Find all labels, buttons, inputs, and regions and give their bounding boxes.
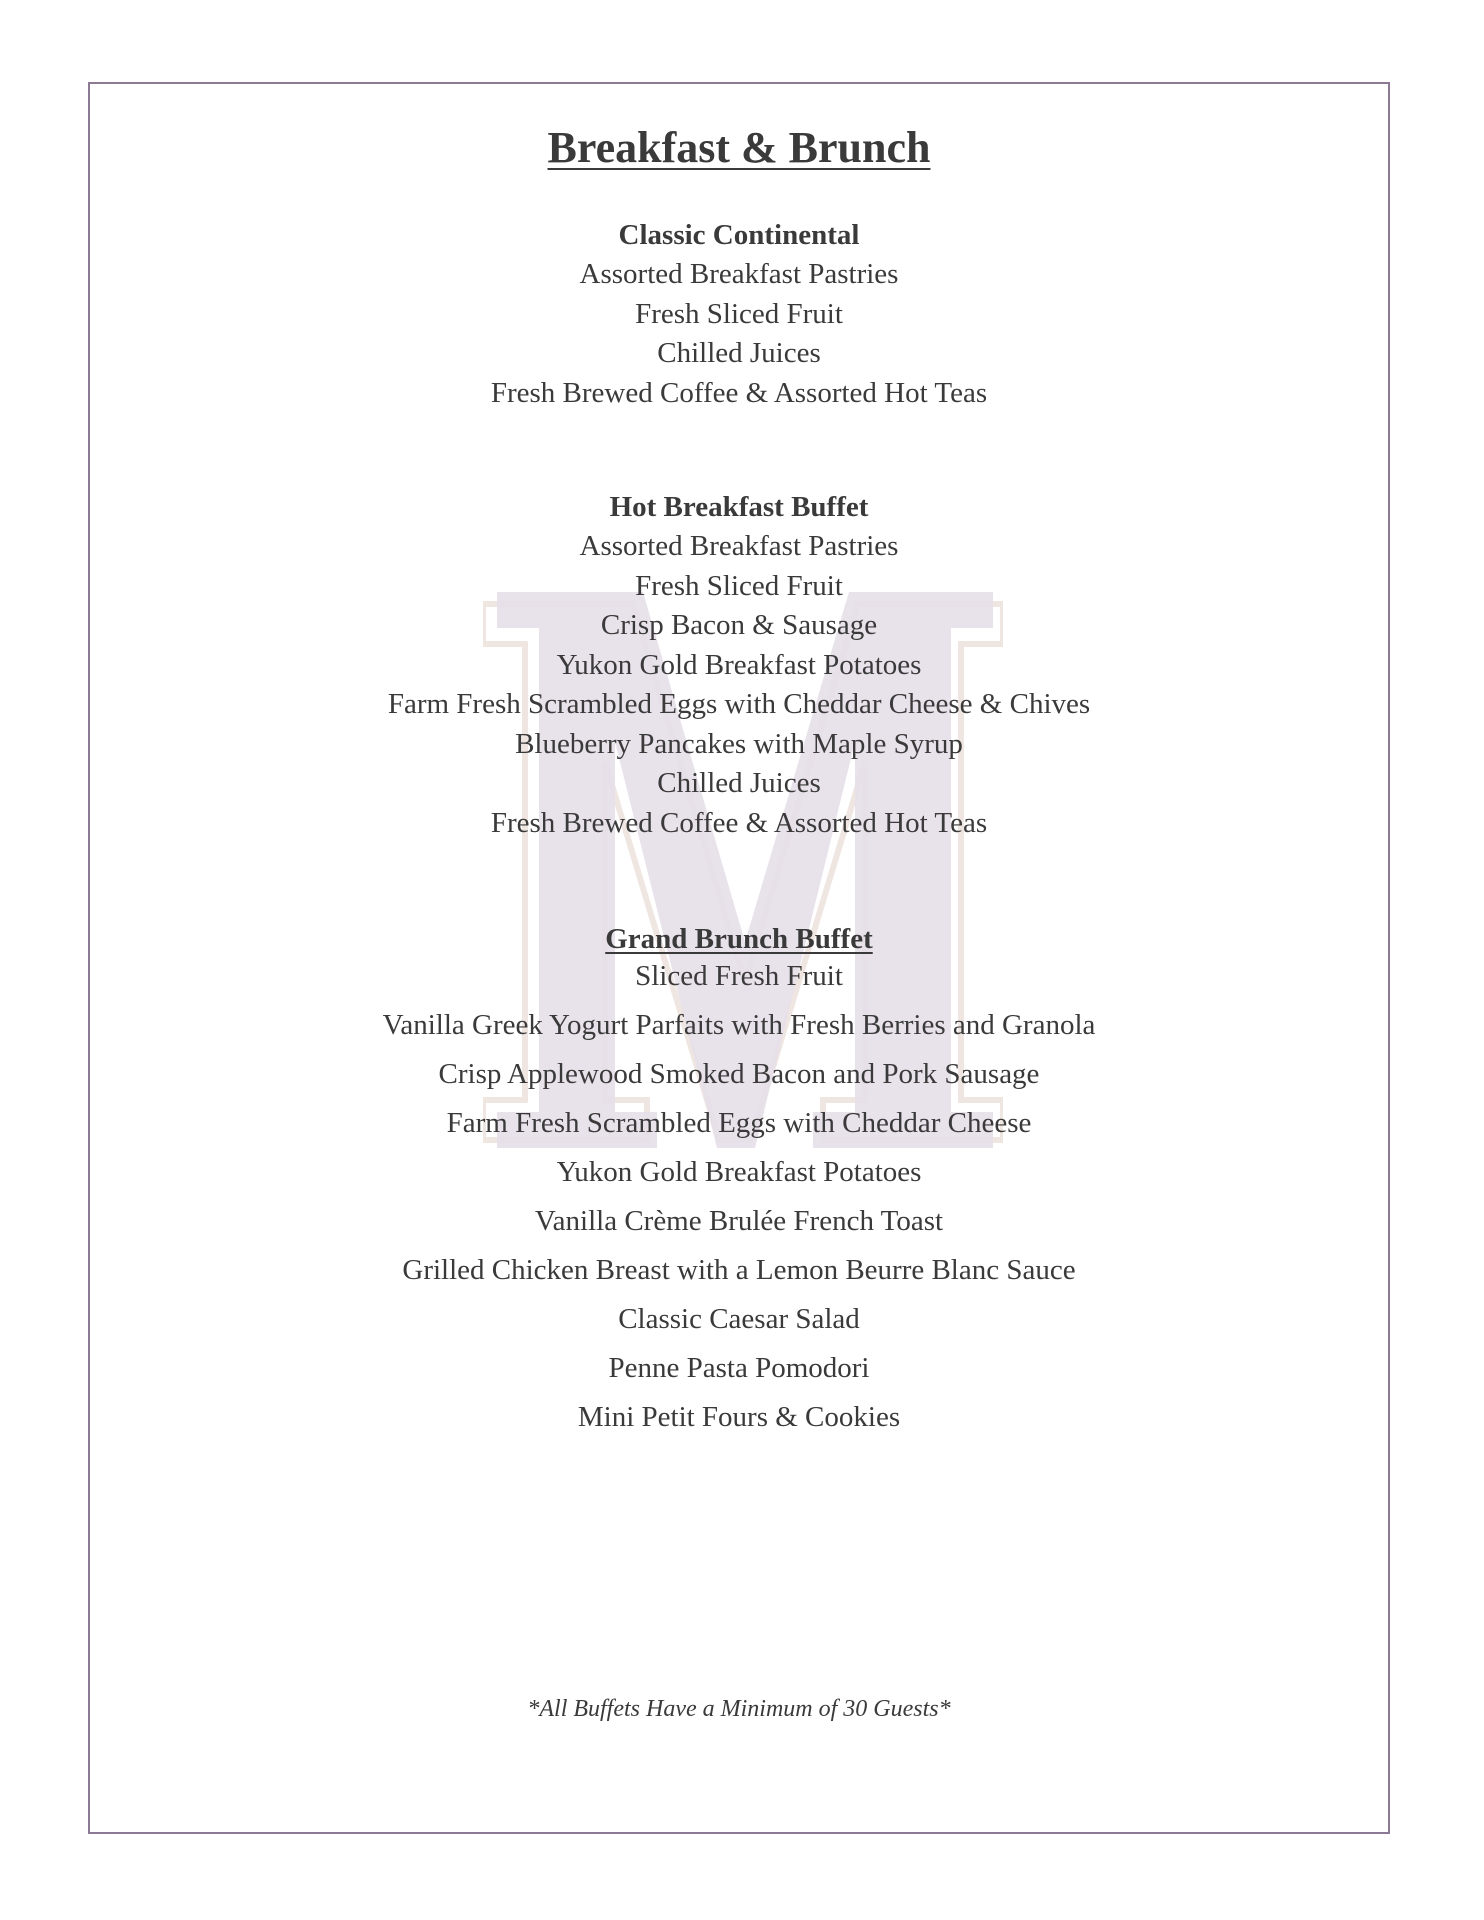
menu-item: Vanilla Crème Brulée French Toast	[534, 1205, 944, 1237]
menu-item: Farm Fresh Scrambled Eggs with Cheddar Cheese & Chives	[387, 688, 1091, 720]
menu-item: Fresh Sliced Fruit	[635, 569, 843, 602]
menu-item: Fresh Sliced Fruit	[635, 297, 843, 330]
menu-item: Chilled Juices	[657, 767, 821, 799]
menu-item: Grilled Chicken Breast with a Lemon Beurre Blanc Sauce	[402, 1254, 1076, 1286]
menu-item: Vanilla Greek Yogurt Parfaits with Fresh Berries and Granola	[382, 1009, 1096, 1041]
menu-item: Fresh Brewed Coffee & Assorted Hot Teas	[490, 806, 988, 839]
menu-item: Farm Fresh Scrambled Eggs with Cheddar Cheese	[446, 1107, 1032, 1139]
menu-item: Penne Pasta Pomodori	[608, 1352, 870, 1384]
menu-item: Yukon Gold Breakfast Potatoes	[556, 648, 922, 681]
menu-item: Classic Caesar Salad	[618, 1303, 860, 1335]
menu-item: Crisp Bacon & Sausage	[600, 609, 878, 641]
section-heading: Hot Breakfast Buffet	[609, 491, 869, 523]
menu-item: Assorted Breakfast Pastries	[579, 530, 899, 562]
menu-item: Blueberry Pancakes with Maple Syrup	[515, 727, 963, 760]
menu-item: Mini Petit Fours & Cookies	[577, 1401, 901, 1433]
section-hot-breakfast-buffet	[88, 488, 1390, 843]
menu-item: Chilled Juices	[657, 337, 821, 369]
section-heading: Grand Brunch Buffet	[605, 923, 873, 955]
footnote: *All Buffets Have a Minimum of 30 Guests*	[527, 1696, 951, 1722]
section-classic-continental	[88, 216, 1390, 413]
menu-item: Fresh Brewed Coffee & Assorted Hot Teas	[490, 376, 988, 409]
section-heading: Classic Continental	[618, 219, 860, 251]
page-title: Breakfast & Brunch	[547, 123, 931, 172]
menu-item: Assorted Breakfast Pastries	[579, 258, 899, 290]
section-grand-brunch-buffet	[88, 919, 1390, 1442]
menu-item: Sliced Fresh Fruit	[635, 960, 843, 992]
menu-item: Yukon Gold Breakfast Potatoes	[556, 1156, 922, 1188]
menu-item: Crisp Applewood Smoked Bacon and Pork Sausage	[438, 1058, 1040, 1090]
